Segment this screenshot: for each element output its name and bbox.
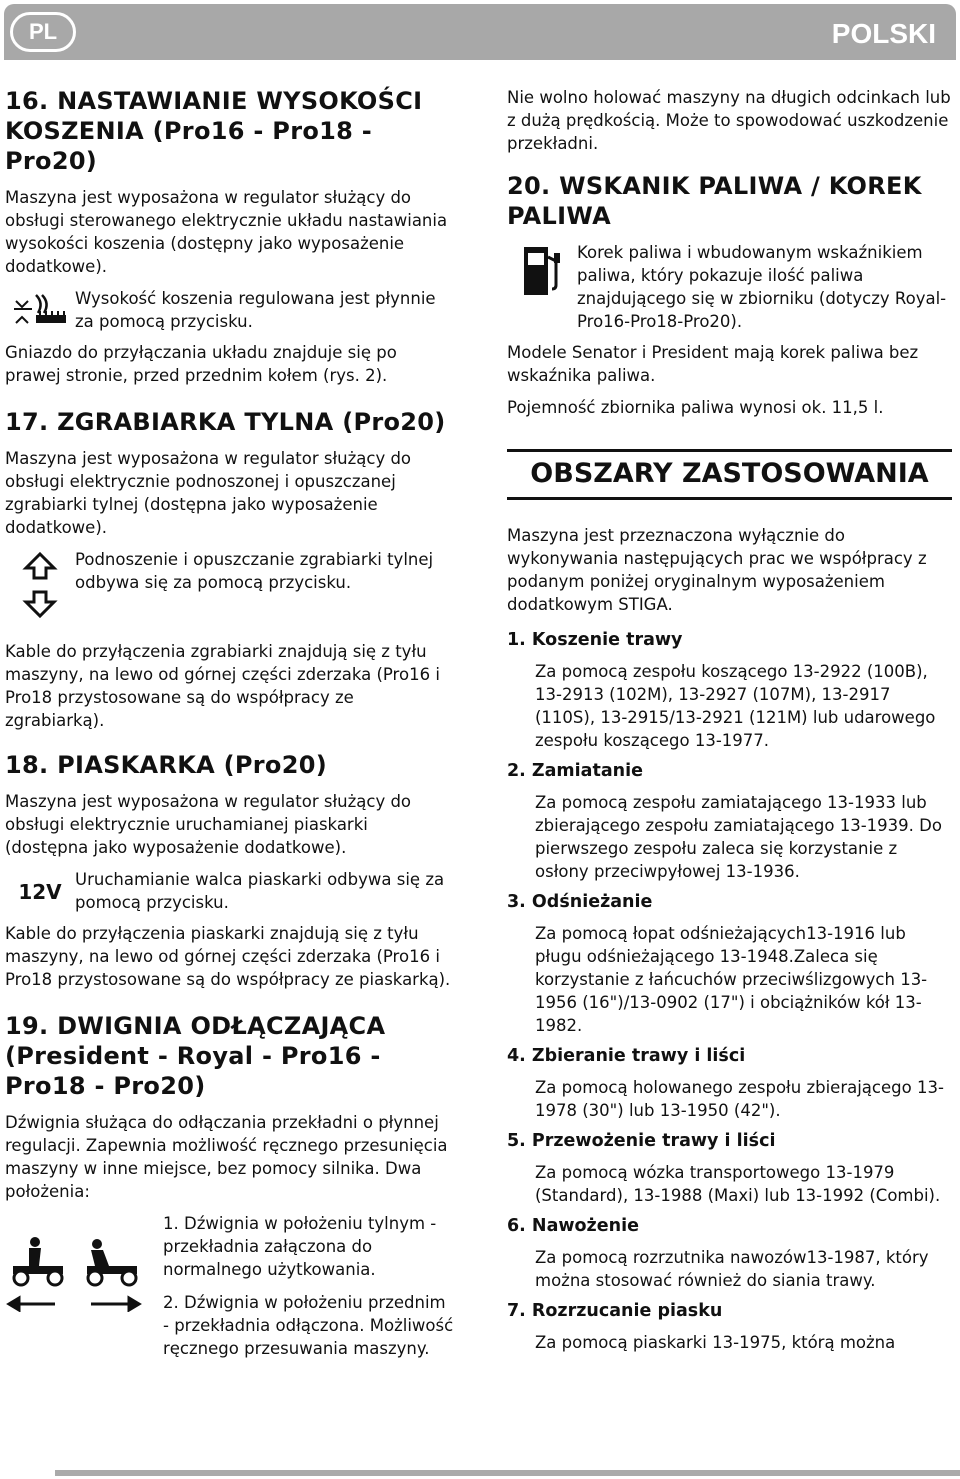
- section-16-intro: Maszyna jest wyposażona w regulator służący do obsługi sterowanego elektrycznie układu nastawiania wysokości koszenia (dostępny jako wyposażenie dodatkowe).: [5, 188, 448, 276]
- area-item-text: Za pomocą rozrzutnika nawozów13-1987, który można stosować również do siania trawy.: [535, 1248, 929, 1290]
- areas-list: [507, 630, 952, 1354]
- language-title: POLSKI: [831, 18, 936, 49]
- section-18-intro: Maszyna jest wyposażona w regulator służący do obsługi elektrycznie uruchamianej piaskarki (dostępna jako wyposażenie dodatkowe).: [5, 792, 412, 857]
- area-item-title: 7. Rozrzucanie piasku: [507, 1301, 723, 1321]
- section-20-icon-text: Korek paliwa i wbudowanym wskaźnikiem paliwa, który pokazuje ilość paliwa znajdującego się w zbiorniku (dotyczy Royal-Pro16-Pro18-Pro20).: [577, 243, 947, 331]
- footer-bar: [55, 1470, 960, 1476]
- section-19-title: 19. DWIGNIA ODŁĄCZAJĄCA (President - Royal - Pro16 - Pro18 - Pro20): [5, 1012, 386, 1100]
- section-19-lever-row: [5, 1212, 455, 1370]
- tractor-lever-positions-icon: [5, 1212, 163, 1370]
- area-item-title: 4. Zbieranie trawy i liści: [507, 1046, 746, 1066]
- section-17-title: 17. ZGRABIARKA TYLNA (Pro20): [5, 408, 446, 436]
- area-item-title: 6. Nawożenie: [507, 1216, 639, 1236]
- lever-positions-text: [163, 1212, 455, 1370]
- raise-lower-arrows-icon: [5, 548, 75, 620]
- section-17-intro: Maszyna jest wyposażona w regulator służący do obsługi elektrycznie podnoszonej i opuszczanej zgrabiarki tylnej (dostępna jako wyposażenie dodatkowe).: [5, 449, 412, 537]
- area-item-text: Za pomocą łopat odśnieżających13-1916 lub pługu odśnieżającego 13-1948.Zaleca się korzystanie z łańcuchów przeciwślizgowych 13-1956 (16")/13-0902 (17") i obciążników kół 13-1982.: [535, 924, 928, 1035]
- towing-warning: Nie wolno holować maszyny na długich odcinkach lub z dużą prędkością. Może to spowodować uszkodzenie przekładni.: [507, 88, 951, 153]
- section-16-icon-text: Wysokość koszenia regulowana jest płynnie za pomocą przycisku.: [75, 289, 436, 331]
- section-20-models-text: Modele Senator i President mają korek paliwa bez wskaźnika paliwa.: [507, 343, 919, 385]
- right-column: [507, 86, 952, 1363]
- areas-intro: Maszyna jest przeznaczona wyłącznie do wykonywania następujących prac we współpracy z podanym poniżej oryginalnym wyposażeniem dodatkowym STIGA.: [507, 526, 927, 614]
- area-item-text: Za pomocą zespołu zamiatającego 13-1933 lub zbierającego zespołu zamiatającego 13-1939. Do pierwszego zespołu zaleca się korzystanie z osłony przeciwpyłowej 13-1936.: [535, 793, 942, 881]
- language-badge: PL: [10, 12, 76, 52]
- area-item-text: Za pomocą holowanego zespołu zbierającego 13-1978 (30") lub 13-1950 (42").: [535, 1078, 944, 1120]
- section-17-cable-text: Kable do przyłączenia zgrabiarki znajdują się z tyłu maszyny, na lewo od górnej części zderzaka (Pro16 i Pro18 przystosowane są do współpracy ze zgrabiarką).: [5, 642, 440, 730]
- lever-position-2: 2. Dźwignia w położeniu przednim - przekładnia odłączona. Możliwość ręcznego przesuwania maszyny.: [163, 1293, 454, 1358]
- page-header: [4, 4, 956, 60]
- section-16-title: 16. NASTAWIANIE WYSOKOŚCI KOSZENIA (Pro16 - Pro18 - Pro20): [5, 87, 423, 175]
- section-18-icon-row: [5, 868, 455, 914]
- fuel-pump-icon: [507, 241, 577, 299]
- area-item-title: 2. Zamiatanie: [507, 761, 643, 781]
- section-18-icon-text: Uruchamianie walca piaskarki odbywa się za pomocą przycisku.: [75, 870, 445, 912]
- section-17-icon-row: [5, 548, 455, 620]
- section-19-intro: Dźwignia służąca do odłączania przekładni o płynnej regulacji. Zapewnia możliwość ręcznego przesunięcia maszyny w inne miejsce, bez pomocy silnika. Dwa położenia:: [5, 1113, 448, 1201]
- section-18-cable-text: Kable do przyłączenia piaskarki znajdują się z tyłu maszyny, na lewo od górnej części zderzaka (Pro16 i Pro18 przystosowane są do współpracy ze piaskarką).: [5, 924, 451, 989]
- cutting-height-icon: [5, 287, 75, 331]
- left-column: [5, 86, 455, 1370]
- area-item-text: Za pomocą wózka transportowego 13-1979 (Standard), 13-1988 (Maxi) lub 13-1992 (Combi).: [535, 1163, 941, 1205]
- area-item-text: Za pomocą piaskarki 13-1975, którą można: [535, 1333, 896, 1352]
- section-18-title: 18. PIASKARKA (Pro20): [5, 751, 327, 779]
- section-17-icon-text: Podnoszenie i opuszczanie zgrabiarki tylnej odbywa się za pomocą przycisku.: [75, 550, 434, 592]
- area-item-title: 1. Koszenie trawy: [507, 630, 683, 650]
- area-item-text: Za pomocą zespołu koszącego 13-2922 (100B), 13-2913 (102M), 13-2927 (107M), 13-2917 (110S), 13-2915/13-2921 (121M) lub udarowego zespołu koszącego 13-1977.: [535, 662, 936, 750]
- section-20-title: 20. WSKANIK PALIWA / KOREK PALIWA: [507, 172, 922, 230]
- section-16-socket-text: Gniazdo do przyłączania układu znajduje się po prawej stronie, przed przednim kołem (rys. 2).: [5, 343, 397, 385]
- areas-heading: OBSZARY ZASTOSOWANIA: [507, 449, 952, 500]
- area-item-title: 5. Przewożenie trawy i liści: [507, 1131, 776, 1151]
- section-20-icon-row: [507, 241, 952, 333]
- section-16-icon-row: [5, 287, 455, 333]
- area-item-title: 3. Odśnieżanie: [507, 892, 653, 912]
- 12v-label: 12V: [18, 880, 62, 904]
- section-20-capacity-text: Pojemność zbiornika paliwa wynosi ok. 11,5 l.: [507, 398, 884, 417]
- lever-position-1: 1. Dźwignia w położeniu tylnym - przekładnia załączona do normalnego użytkowania.: [163, 1214, 437, 1279]
